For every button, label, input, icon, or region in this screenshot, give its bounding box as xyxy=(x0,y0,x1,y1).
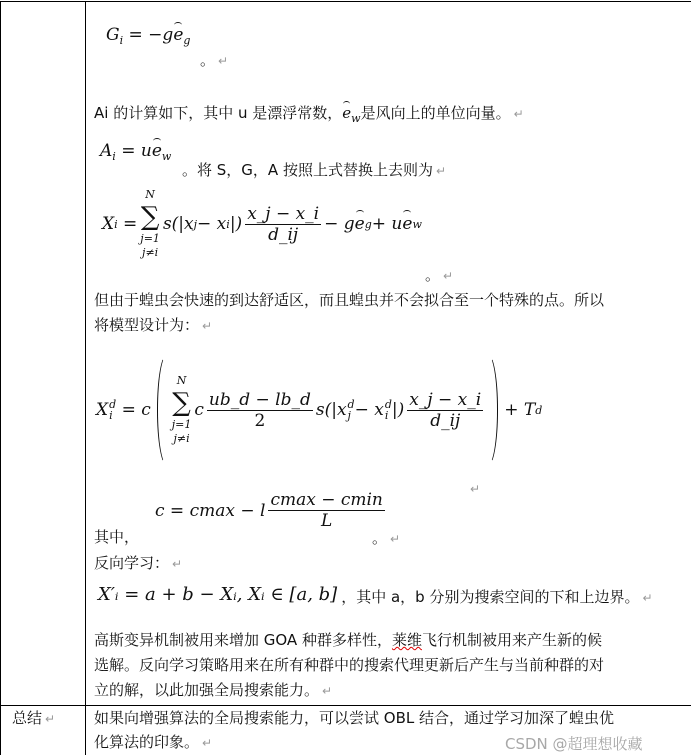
table-row-divider xyxy=(0,705,691,706)
equation-c: c = cmax − l $\frac{cmax - cmin}{L}$ xyxy=(155,490,383,531)
equation-position-update: X d i = c N ∑ j=1 j≠i c $\frac{ub\_d - lb\_d}{2}$ s(|x d j − x d i |) $\frac{x\_j - x\_i}{d\_ij}$ + T d xyxy=(96,350,542,470)
obl-note: ，其中 a，b 分别为搜索空间的下和上边界。 ↵ xyxy=(341,588,653,606)
left-paren xyxy=(157,354,167,466)
obl-row xyxy=(98,582,653,608)
paragraph-end: ↵ xyxy=(470,482,481,496)
paragraph-text: 立的解，以此加强全局搜索能力。 ↵ xyxy=(94,681,333,699)
equation-g: $G_i = -ge_g$ xyxy=(106,25,191,47)
paragraph-text: 但由于蝗虫会快速的到达舒适区，而且蝗虫并不会拟合至一个特殊的点。所以 xyxy=(94,291,605,309)
watermark: CSDN @超理想收藏 xyxy=(505,735,643,753)
equation-x: X i = N ∑ j=1 j≠i s(|x j − x i |) $\frac{x\_j - x\_i}{d\_ij}$ − g e g + u e w xyxy=(102,188,422,259)
ai-description: Ai 的计算如下，其中 u 是漂浮常数，$e_w$是风向上的单位向量。 ↵ xyxy=(94,104,524,125)
paragraph-text: 将模型设计为： ↵ xyxy=(94,316,213,334)
equation-a: $A_i = ue_w$ xyxy=(100,141,172,163)
equation-obl: X′ᵢ = a + b − Xᵢ, Xᵢ ∈ [a, b] xyxy=(98,584,338,605)
table-border-top xyxy=(0,1,691,2)
table-column-divider xyxy=(85,1,86,755)
paragraph-text: 高斯变异机制被用来增加 GOA 种群多样性，莱维飞行机制被用来产生新的候 xyxy=(94,631,602,649)
replace-text: 。将 S，G，A 按照上式替换上去则为 ↵ xyxy=(182,161,447,179)
obl-heading: 反向学习： ↵ xyxy=(94,554,183,572)
paragraph-end: 。 ↵ xyxy=(372,529,401,547)
table-border-left xyxy=(0,1,1,755)
summary-text: 化算法的印象。 ↵ xyxy=(94,733,213,751)
paragraph-end: 。 ↵ xyxy=(425,266,454,284)
summary-label: 总结 ↵ xyxy=(12,709,56,727)
summary-text: 如果向增强算法的全局搜索能力，可以尝试 OBL 结合，通过学习加深了蝗虫优 xyxy=(94,709,614,727)
paragraph-text: 选解。反向学习策略用来在所有种群中的搜索代理更新后产生与当前种群的对 xyxy=(94,656,605,674)
right-paren xyxy=(488,354,498,466)
qizhong-label: 其中， xyxy=(94,528,140,546)
paragraph-end: 。 ↵ xyxy=(200,51,229,69)
